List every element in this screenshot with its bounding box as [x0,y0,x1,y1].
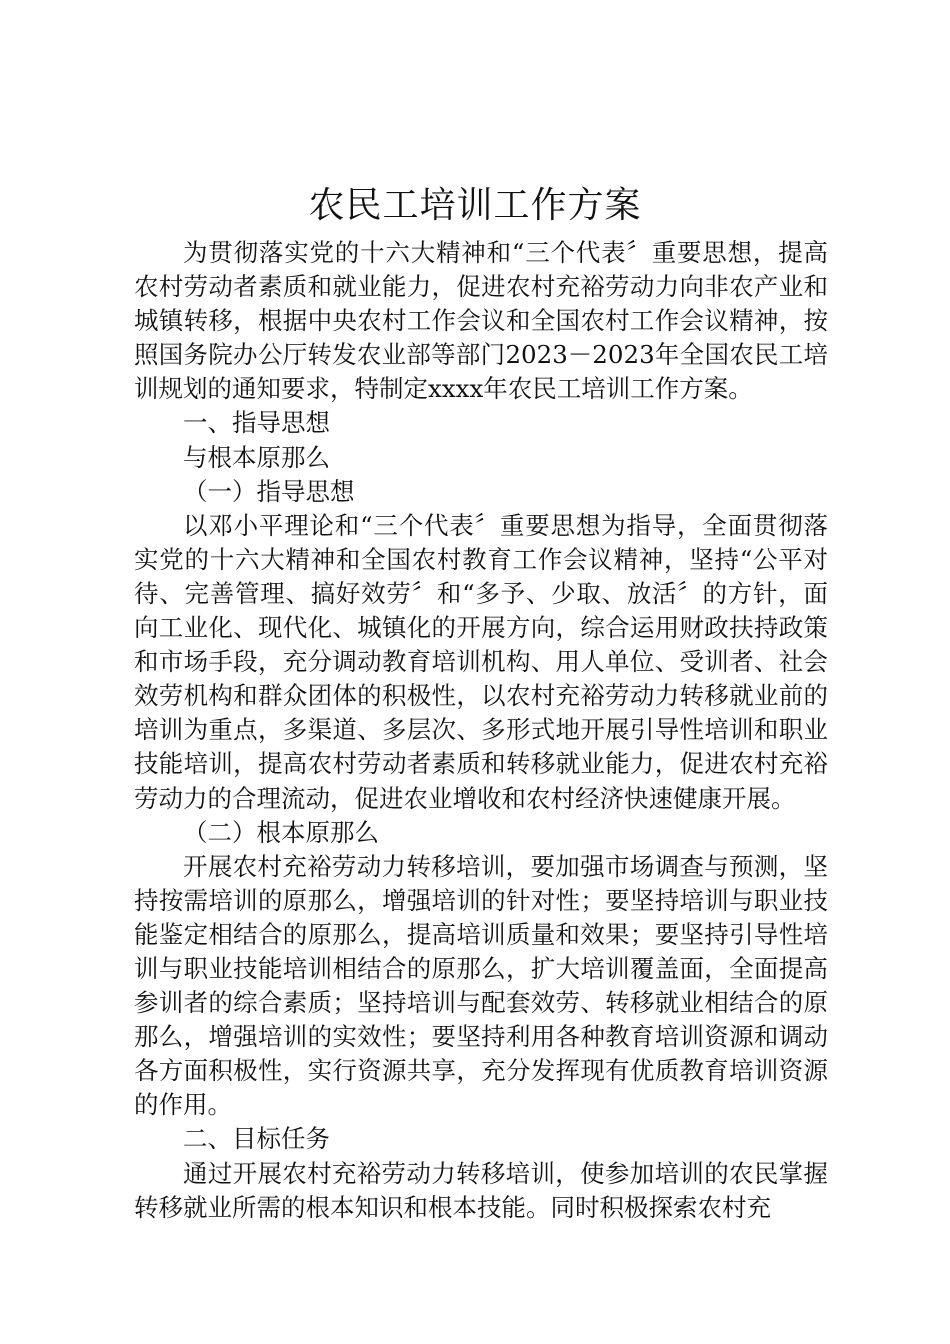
document-body [134,236,828,1225]
section-heading-2: 二、目标任务 [183,1124,330,1154]
paragraph-basic-principles: 开展农村充裕劳动力转移培训，要加强市场调查与预测，坚持按需培训的原那么，增强培训的针对性；要坚持培训与职业技能鉴定相结合的原那么，提高培训质量和效果；要坚持引导性培训与职业技能培训相结合的原那么，扩大培训覆盖面，全面提高参训者的综合素质；坚持培训与配套效劳、转移就业相结合的原那么，增强培训的实效性；要坚持利用各种教育培训资源和调动各方面积极性，实行资源共享，充分发挥现有优质教育培训资源的作用。 [134,851,828,1120]
section-heading-1-continued: 与根本原那么 [183,442,330,472]
paragraph-intro: 为贯彻落实党的十六大精神和“三个代表〞重要思想，提高农村劳动者素质和就业能力，促进农村充裕劳动力向非农产业和城镇转移，根据中央农村工作会议和全国农村工作会议精神，按照国务院办公厅转发农业部等部门2023－2023年全国农民工培训规划的通知要求，特制定xxxx年农民工培训工作方案。 [134,238,828,404]
paragraph-goals: 通过开展农村充裕劳动力转移培训，使参加培训的农民掌握转移就业所需的根本知识和根本技能。同时积极探索农村充 [134,1158,828,1222]
paragraph-guiding-thought: 以邓小平理论和“三个代表〞重要思想为指导，全面贯彻落实党的十六大精神和全国农村教育工作会议精神，坚持“公平对待、完善管理、搞好效劳〞和“多予、少取、放活〞的方针，面向工业化、现代化、城镇化的开展方向，综合运用财政扶持政策和市场手段，充分调动教育培训机构、用人单位、受训者、社会效劳机构和群众团体的积极性，以农村充裕劳动力转移就业前的培训为重点，多渠道、多层次、多形式地开展引导性培训和职业技能培训，提高农村劳动者素质和转移就业能力，促进农村充裕劳动力的合理流动，促进农业增收和农村经济快速健康开展。 [134,510,828,813]
subsection-heading-guiding-thought: （一）指导思想 [183,476,355,506]
section-heading-1: 一、指导思想 [183,408,330,438]
subsection-heading-basic-principles: （二）根本原那么 [183,817,379,847]
document-title: 农民工培训工作方案 [308,185,642,226]
